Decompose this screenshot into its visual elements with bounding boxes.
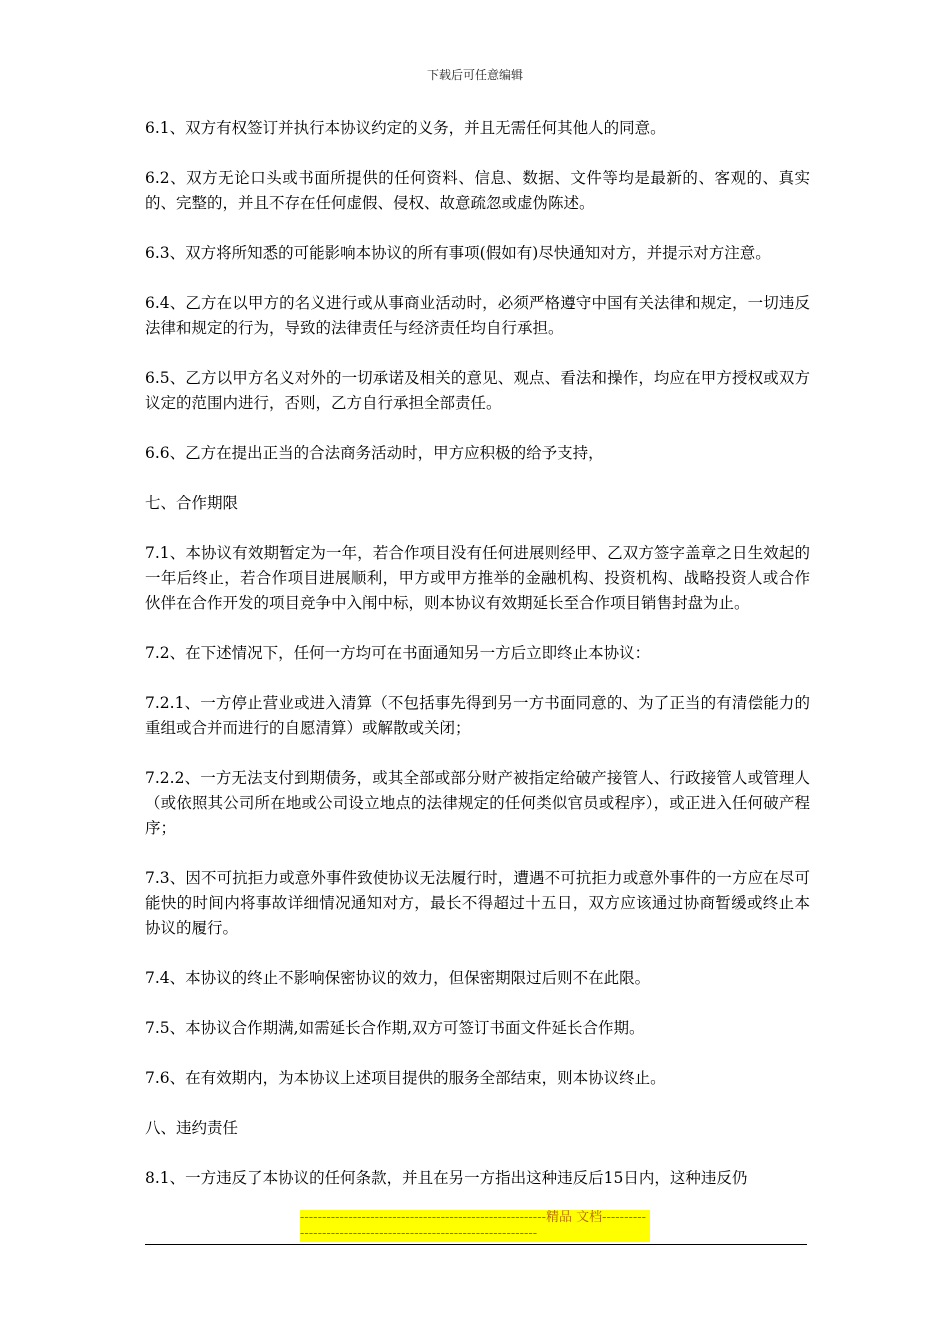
clause-7-1: 7.1、本协议有效期暂定为一年，若合作项目没有任何进展则经甲、乙双方签字盖章之日生效起的一年后终止，若合作项目进展顺利，甲方或甲方推举的金融机构、投资机构、战略投资人或合作伙伴在合作开发的项目竞争中入闱中标，则本协议有效期延长至合作项目销售封盘为止。 [145, 544, 810, 612]
clause-7-2-1: 7.2.1、一方停止营业或进入清算（不包括事先得到另一方书面同意的、为了正当的有清偿能力的重组或合并而进行的自愿清算）或解散或关闭； [145, 694, 810, 737]
clause-6-5: 6.5、乙方以甲方名义对外的一切承诺及相关的意见、观点、看法和操作，均应在甲方授权或双方议定的范围内进行，否则，乙方自行承担全部责任。 [145, 369, 810, 412]
footer-divider [145, 1244, 807, 1245]
clause-7-5: 7.5、本协议合作期满,如需延长合作期,双方可签订书面文件延长合作期。 [145, 1019, 645, 1037]
clause-6-1: 6.1、双方有权签订并执行本协议约定的义务，并且无需任何其他人的同意。 [145, 119, 666, 137]
clause-6-3: 6.3、双方将所知悉的可能影响本协议的所有事项(假如有)尽快通知对方，并提示对方注意。 [145, 244, 771, 262]
section-heading-8: 八、违约责任 [145, 1119, 239, 1137]
document-body [145, 116, 810, 1216]
page-header: 下载后可任意编辑 [426, 68, 523, 82]
clause-7-3: 7.3、因不可抗拒力或意外事件致使协议无法履行时，遭遇不可抗拒力或意外事件的一方应在尽可能快的时间内将事故详细情况通知对方，最长不得超过十五日，双方应该通过协商暂缓或终止本协议的履行。 [145, 869, 810, 937]
section-heading-7: 七、合作期限 [145, 494, 239, 512]
clause-6-4: 6.4、乙方在以甲方的名义进行或从事商业活动时，必须严格遵守中国有关法律和规定，一切违反法律和规定的行为，导致的法律责任与经济责任均自行承担。 [145, 294, 810, 337]
clause-7-6: 7.6、在有效期内，为本协议上述项目提供的服务全部结束，则本协议终止。 [145, 1069, 666, 1087]
clause-7-2: 7.2、在下述情况下，任何一方均可在书面通知另一方后立即终止本协议： [145, 644, 651, 662]
clause-6-2: 6.2、双方无论口头或书面所提供的任何资料、信息、数据、文件等均是最新的、客观的、真实的、完整的，并且不存在任何虚假、侵权、故意疏忽或虚伪陈述。 [145, 169, 810, 212]
clause-8-1: 8.1、一方违反了本协议的任何条款，并且在另一方指出这种违反后15日内，这种违反仍 [145, 1169, 748, 1187]
clause-7-4: 7.4、本协议的终止不影响保密协议的效力，但保密期限过后则不在此限。 [145, 969, 651, 987]
footer-watermark: --------------------------------------------------------精品 文档---------------------------------------------------------------- [300, 1210, 650, 1242]
clause-7-2-2: 7.2.2、一方无法支付到期债务，或其全部或部分财产被指定给破产接管人、行政接管人或管理人（或依照其公司所在地或公司设立地点的法律规定的任何类似官员或程序），或正进入任何破产程序； [145, 769, 810, 837]
clause-6-6: 6.6、乙方在提出正当的合法商务活动时，甲方应积极的给予支持， [145, 444, 604, 462]
